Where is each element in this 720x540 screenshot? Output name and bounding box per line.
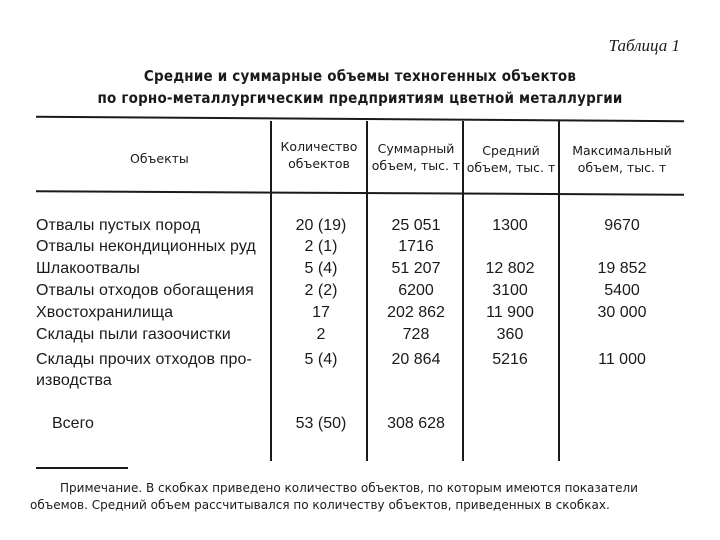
row-7-max: 11 000 [598, 351, 646, 368]
row-6-count: 2 [316, 326, 326, 343]
row-3-count: 5 (4) [304, 260, 338, 277]
column-divider-1 [270, 121, 272, 461]
row-6-avg: 360 [496, 326, 524, 343]
table-bottom-rule [36, 467, 128, 469]
total-row-count: 53 (50) [295, 415, 347, 432]
row-5-count: 17 [312, 304, 330, 321]
row-7-name-continuation: изводства [36, 372, 112, 389]
table-caption: Таблица 1 [608, 36, 680, 55]
row-4-total: 6200 [398, 282, 434, 299]
row-2-count: 2 (1) [304, 238, 338, 255]
row-7-count: 5 (4) [304, 351, 338, 368]
table-title-line2: по горно-металлургическим предприятиям цветной металлургии [97, 89, 623, 107]
row-3-total: 51 207 [391, 260, 441, 277]
row-3-avg: 12 802 [485, 260, 535, 277]
total-row-total: 308 628 [387, 415, 445, 432]
row-4-name: Отвалы отходов обогащения [36, 282, 254, 299]
header-count: Количество объектов [280, 139, 358, 171]
row-5-name: Хвостохранилища [36, 304, 174, 321]
column-divider-4 [558, 121, 560, 461]
header-total: Суммарный объем, тыс. т [371, 141, 461, 173]
row-3-max: 19 852 [597, 260, 647, 277]
row-4-count: 2 (2) [304, 282, 338, 299]
header-bottom-rule [36, 190, 684, 195]
row-3-name: Шлакоотвалы [36, 260, 141, 277]
row-7-avg: 5216 [492, 351, 528, 368]
row-1-total: 25 051 [391, 217, 441, 234]
row-4-avg: 3100 [492, 282, 528, 299]
table-title-line1: Средние и суммарные объемы техногенных объектов [143, 67, 577, 85]
row-6-total: 728 [402, 326, 430, 343]
row-5-total: 202 862 [387, 304, 445, 321]
row-1-count: 20 (19) [295, 217, 347, 234]
header-objects: Объекты [130, 151, 189, 166]
total-row-name: Всего [52, 415, 94, 432]
table-top-rule [36, 116, 684, 123]
header-max: Максимальный объем, тыс. т [572, 143, 672, 175]
row-1-name: Отвалы пустых пород [36, 217, 201, 234]
row-6-name: Склады пыли газоочистки [36, 326, 231, 343]
row-1-avg: 1300 [492, 217, 528, 234]
row-5-avg: 11 900 [486, 304, 534, 321]
row-7-name: Склады прочих отходов про- [36, 351, 252, 368]
table-note-text: Примечание. В скобках приведено количество объектов, по которым имеются показатели объемов. Средний объем рассчитывался по количеству объектов, приведенных в скобках. [30, 481, 638, 512]
row-2-total: 1716 [398, 238, 434, 255]
table-note [30, 480, 690, 514]
row-5-max: 30 000 [597, 304, 647, 321]
header-avg: Средний объем, тыс. т [466, 143, 556, 175]
row-2-name: Отвалы некондиционных руд [36, 238, 256, 255]
row-1-max: 9670 [604, 217, 640, 234]
row-7-total: 20 864 [391, 351, 441, 368]
row-4-max: 5400 [604, 282, 640, 299]
